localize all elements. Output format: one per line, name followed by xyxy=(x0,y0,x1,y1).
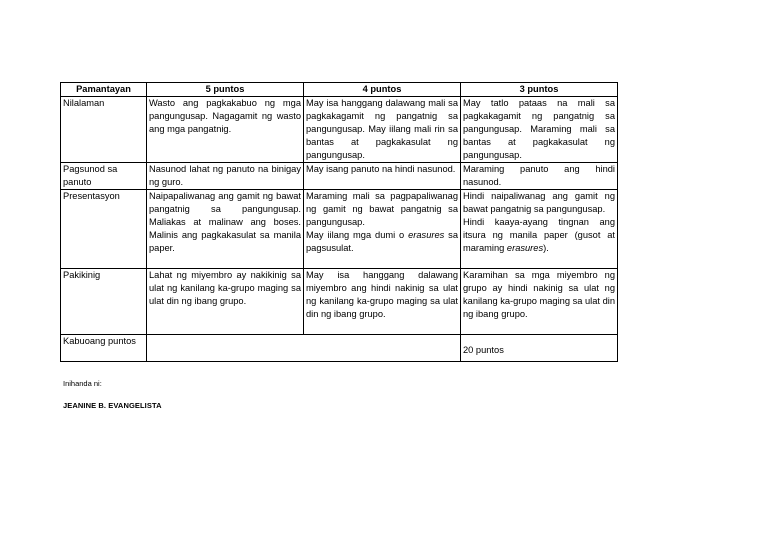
criterion-pakikinig: Pakikinig xyxy=(61,269,147,335)
cell-5-points: Wasto ang pagkakabuo ng mga pangungusap. Nagagamit ng wasto ang mga pangatnig. xyxy=(147,97,304,163)
header-criteria: Pamantayan xyxy=(61,83,147,97)
cell-4-points: May isa hanggang dalawang miyembro ang hindi nakinig sa ulat ng kanilang ka-grupo maging sa ulat din ng ibang grupo. xyxy=(304,269,461,335)
table-row xyxy=(61,269,618,335)
cell-4-points xyxy=(304,190,461,269)
table-row xyxy=(61,190,618,269)
table-row xyxy=(61,97,618,163)
prepared-by-label: Inihanda ni: xyxy=(63,379,102,388)
header-4-points: 4 puntos xyxy=(304,83,461,97)
cell-3-points: May tatlo pataas na mali sa pagkakagamit ng pangatnig sa pangungusap. Maraming mali sa bantas at pagkakasulat ng pangungusap. xyxy=(461,97,618,163)
cell-4-points: May isang panuto na hindi nasunod. xyxy=(304,163,461,190)
total-value: 20 puntos xyxy=(463,345,504,355)
cell-5-points: Naipapaliwanag ang gamit ng bawat pangatnig sa pangungusap. Maliakas at malinaw ang boses. Malinis ang pagkakasulat sa manila paper. xyxy=(147,190,304,269)
header-3-points: 3 puntos xyxy=(461,83,618,97)
cell-5-points: Lahat ng miyembro ay nakikinig sa ulat ng kanilang ka-grupo maging sa ulat din ng ibang grupo. xyxy=(147,269,304,335)
criterion-nilalaman: Nilalaman xyxy=(61,97,147,163)
criterion-pagsunod: Pagsunod sa panuto xyxy=(61,163,147,190)
cell-4-points-text-b: May iilang mga dumi o erasures sa pagsusulat. xyxy=(306,230,459,253)
rubric-table xyxy=(60,82,618,362)
author-name: JEANINE B. EVANGELISTA xyxy=(63,401,162,410)
total-value-cell xyxy=(461,335,618,362)
cell-4-points-text-a: Maraming mali sa pagpapaliwanag ng gamit ng bawat pangatnig sa pangungusap. xyxy=(306,191,458,227)
cell-4-points: May isa hanggang dalawang mali sa pagkakagamit ng pangatnig sa pangungusap. May iilang mali rin sa bantas at pagkakasulat ng pangungusap. xyxy=(304,97,461,163)
cell-3-points-text-a: Hindi naipaliwanag ang gamit ng bawat pangatnig sa pangungusap. xyxy=(463,191,615,214)
cell-3-points-text-b: Hindi kaaya-ayang tingnan ang itsura ng manila paper (gusot at maraming erasures). xyxy=(463,217,615,253)
total-empty-cell xyxy=(147,335,461,362)
header-row xyxy=(61,83,618,97)
header-5-points: 5 puntos xyxy=(147,83,304,97)
criterion-presentasyon: Presentasyon xyxy=(61,190,147,269)
table-row xyxy=(61,163,618,190)
cell-5-points: Nasunod lahat ng panuto na binigay ng guro. xyxy=(147,163,304,190)
cell-3-points: Karamihan sa mga miyembro ng grupo ay hindi nakinig sa ulat ng kanilang ka-grupo maging sa ulat din ng ibang grupo. xyxy=(461,269,618,335)
cell-3-points: Maraming panuto ang hindi nasunod. xyxy=(461,163,618,190)
total-label: Kabuoang puntos xyxy=(61,335,147,362)
total-row xyxy=(61,335,618,362)
cell-3-points xyxy=(461,190,618,269)
